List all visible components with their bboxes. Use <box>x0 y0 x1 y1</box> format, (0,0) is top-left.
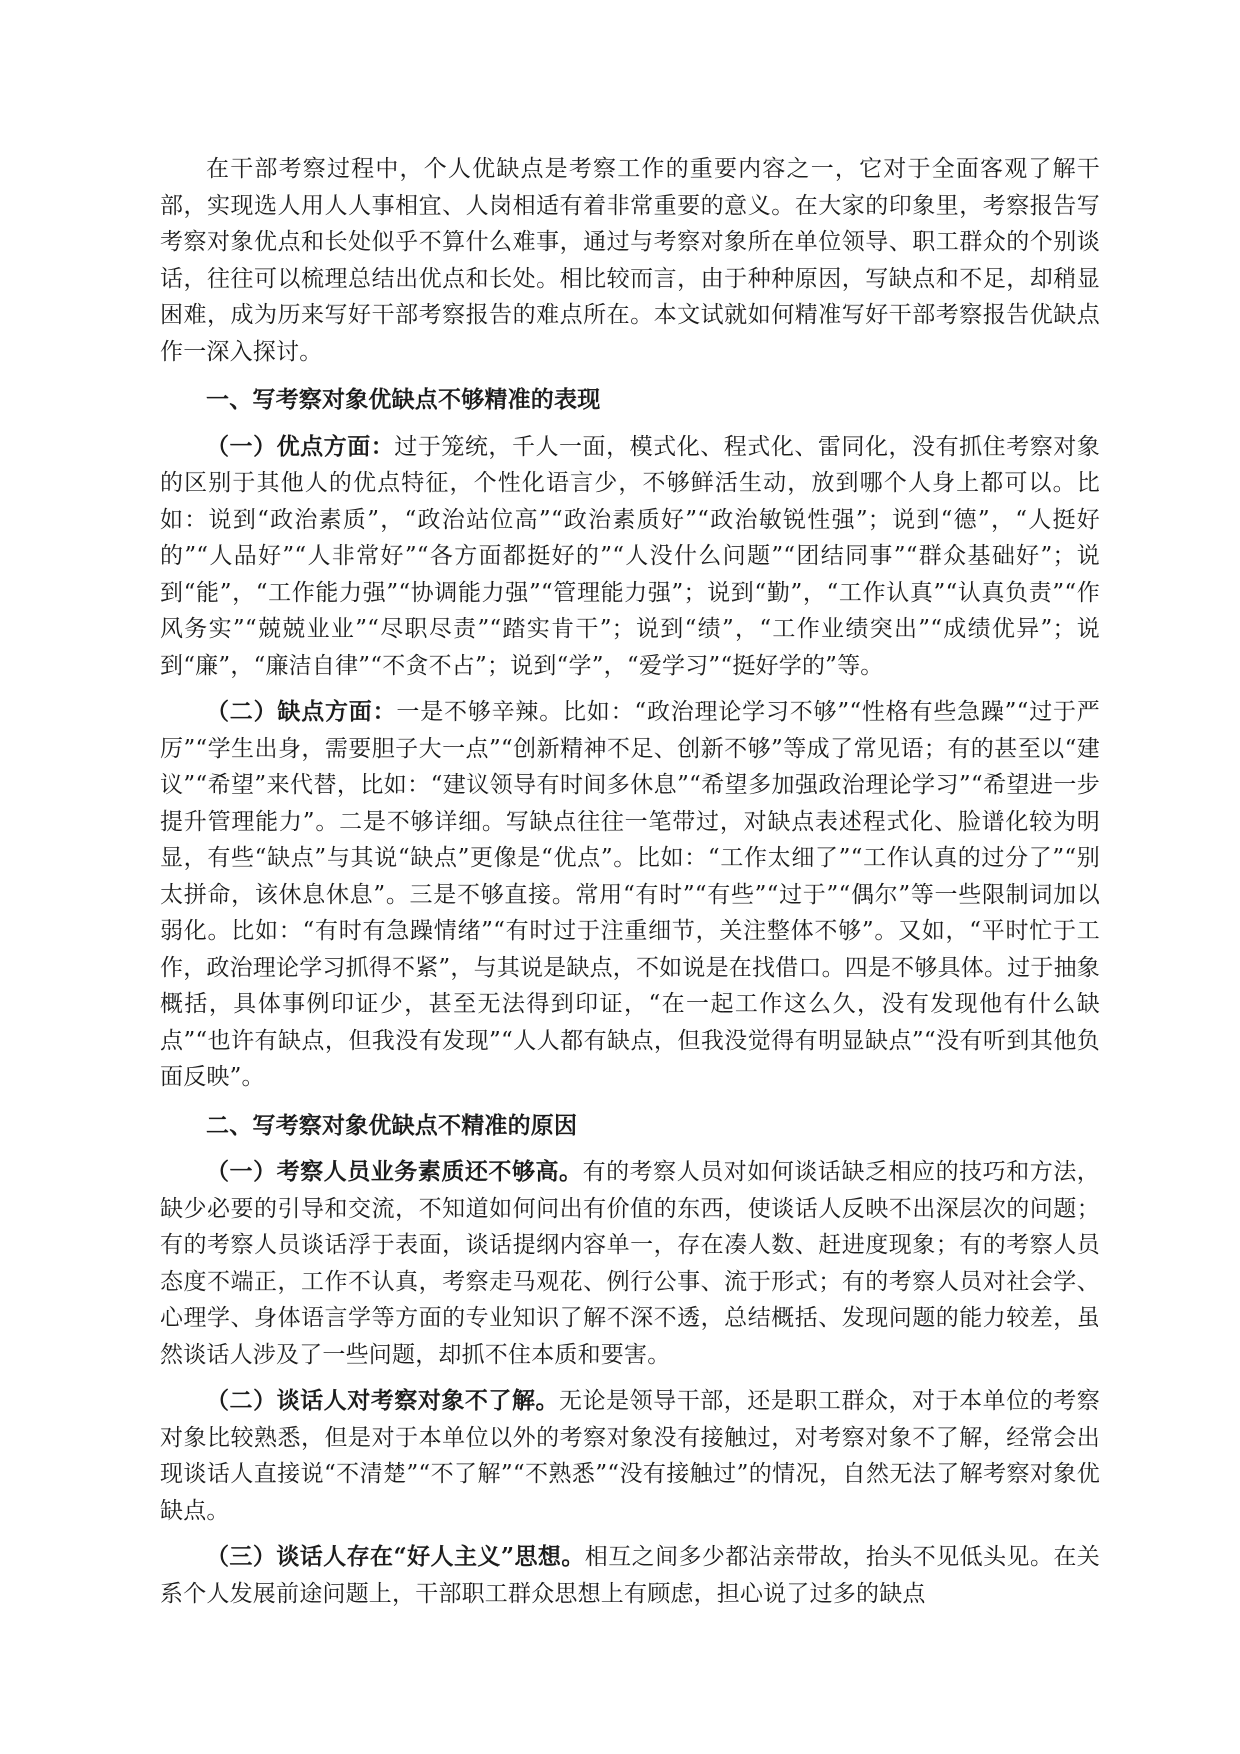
paragraph-weaknesses <box>160 694 1100 1096</box>
paragraph-reason-2 <box>160 1383 1100 1529</box>
paragraph-text: 一是不够辛辣。比如：“政治理论学习不够”“性格有些急躁”“过于严厉”“学生出身，需要胆子大一点”“创新精神不足、创新不够”等成了常见语；有的甚至以“建议”“希望”来代替，比如：“建议领导有时间多休息”“希望多加强政治理论学习”“希望进一步提升管理能力”。二是不够详细。写缺点往往一笔带过，对缺点表述程式化、脸谱化较为明显，有些“缺点”与其说“缺点”更像是“优点”。比如：“工作太细了”“工作认真的过分了”“别太拼命，该休息休息”。三是不够直接。常用“有时”“有些”“过于”“偶尔”等一些限制词加以弱化。比如：“有时有急躁情绪”“有时过于注重细节，关注整体不够”。又如，“平时忙于工作，政治理论学习抓得不紧”，与其说是缺点，不如说是在找借口。四是不够具体。过于抽象概括，具体事例印证少，甚至无法得到印证，“在一起工作这么久，没有发现他有什么缺点”“也许有缺点，但我没有发现”“人人都有缺点，但我没觉得有明显缺点”“没有听到其他负面反映”。 <box>160 699 1100 1090</box>
paragraph-lead: （一）考察人员业务素质还不够高。 <box>206 1158 583 1185</box>
paragraph-lead: （二）缺点方面： <box>206 698 397 725</box>
paragraph-reason-3 <box>160 1539 1100 1612</box>
document-page <box>160 151 1100 1612</box>
paragraph-lead: （三）谈话人存在“好人主义”思想。 <box>206 1543 585 1570</box>
paragraph-text: 无论是领导干部，还是职工群众，对于本单位的考察对象比较熟悉，但是对于本单位以外的考察对象没有接触过，对考察对象不了解，经常会出现谈话人直接说“不清楚”“不了解”“不熟悉”“没有接触过”的情况，自然无法了解考察对象优缺点。 <box>160 1388 1100 1524</box>
paragraph-text: 有的考察人员对如何谈话缺乏相应的技巧和方法，缺少必要的引导和交流，不知道如何问出有价值的东西，使谈话人反映不出深层次的问题；有的考察人员谈话浮于表面，谈话提纲内容单一，存在凑人数、赶进度现象；有的考察人员态度不端正，工作不认真，考察走马观花、例行公事、流于形式；有的考察人员对社会学、心理学、身体语言学等方面的专业知识了解不深不透，总结概括、发现问题的能力较差，虽然谈话人涉及了一些问题，却抓不住本质和要害。 <box>160 1159 1100 1368</box>
intro-paragraph: 在干部考察过程中，个人优缺点是考察工作的重要内容之一，它对于全面客观了解干部，实现选人用人人事相宜、人岗相适有着非常重要的意义。在大家的印象里，考察报告写考察对象优点和长处似乎不算什么难事，通过与考察对象所在单位领导、职工群众的个别谈话，往往可以梳理总结出优点和长处。相比较而言，由于种种原因，写缺点和不足，却稍显困难，成为历来写好干部考察报告的难点所在。本文试就如何精准写好干部考察报告优缺点作一深入探讨。 <box>160 156 1100 365</box>
paragraph-strengths <box>160 429 1100 685</box>
paragraph-lead: （二）谈话人对考察对象不了解。 <box>206 1387 560 1414</box>
section-heading-1: 一、写考察对象优缺点不够精准的表现 <box>206 386 601 413</box>
paragraph-lead: （一）优点方面： <box>206 432 395 460</box>
paragraph-text: 相互之间多少都沾亲带故，抬头不见低头见。在关系个人发展前途问题上，干部职工群众思想上有顾虑，担心说了过多的缺点 <box>160 1544 1101 1607</box>
paragraph-reason-1 <box>160 1154 1100 1373</box>
paragraph-text: 过于笼统，千人一面，模式化、程式化、雷同化，没有抓住考察对象的区别于其他人的优点特征，个性化语言少，不够鲜活生动，放到哪个人身上都可以。比如：说到“政治素质”，“政治站位高”“政治素质好”“政治敏锐性强”；说到“德”，“人挺好的”“人品好”“人非常好”“各方面都挺好的”“人没什么问题”“团结同事”“群众基础好”；说到“能”，“工作能力强”“协调能力强”“管理能力强”；说到“勤”，“工作认真”“认真负责”“作风务实”“兢兢业业”“尽职尽责”“踏实肯干”；说到“绩”，“工作业绩突出”“成绩优异”；说到“廉”，“廉洁自律”“不贪不占”；说到“学”，“爱学习”“挺好学的”等。 <box>160 433 1100 679</box>
section-heading-2: 二、写考察对象优缺点不精准的原因 <box>206 1111 578 1139</box>
